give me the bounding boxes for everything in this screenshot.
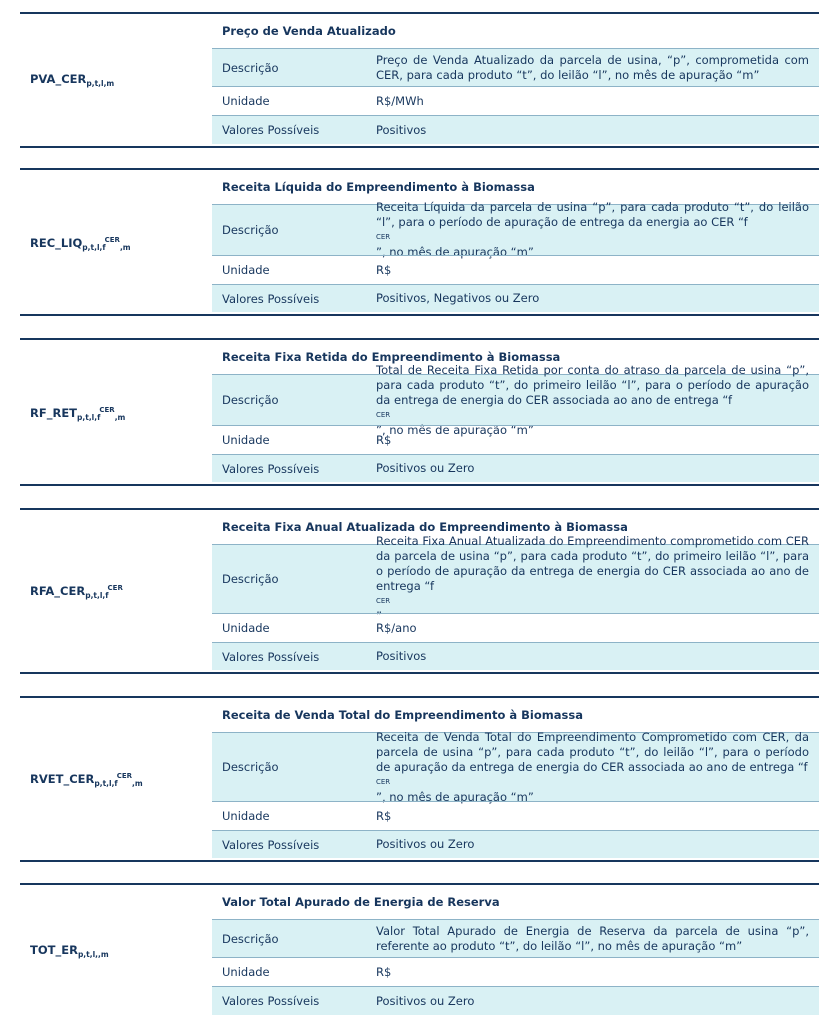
unit-row [212, 425, 819, 454]
values-label: Valores Possíveis [222, 461, 320, 476]
code-main: RVET_CER [30, 772, 95, 786]
description-value: Valor Total Apurado de Energia de Reserva da parcela de usina “p”, referente ao produto “t”, do leilão “l”, no mês de apuração “m” [376, 923, 809, 953]
description-label: Descrição [222, 931, 279, 946]
description-label: Descrição [222, 393, 279, 407]
values-value: Positivos ou Zero [376, 837, 475, 851]
code-subscript: p,t,l,,m [77, 950, 109, 959]
unit-row [212, 255, 819, 284]
variable-title: Receita Fixa Anual Atualizada do Empreendimento à Biomassa [222, 520, 628, 534]
values-row [212, 986, 819, 1015]
variable-title: Preço de Venda Atualizado [222, 24, 396, 38]
values-row [212, 454, 819, 482]
values-value: Positivos [376, 649, 427, 663]
variable-code [30, 584, 210, 600]
code-main: REC_LIQ [30, 236, 83, 250]
variable-code [30, 406, 210, 422]
values-row [212, 115, 819, 144]
variable-code [30, 72, 210, 88]
values-label: Valores Possíveis [222, 649, 320, 664]
description-row [212, 200, 819, 259]
variable-block-rf-ret [20, 338, 819, 486]
values-row [212, 830, 819, 858]
values-label: Valores Possíveis [222, 837, 320, 852]
code-subscript-2: ,m [119, 243, 131, 252]
values-row [212, 284, 819, 312]
variable-block-rec-liq [20, 168, 819, 316]
code-superscript: CER [116, 772, 133, 780]
values-value: Positivos [376, 122, 427, 137]
unit-label: Unidade [222, 965, 270, 979]
variable-code [30, 943, 210, 959]
variable-title: Valor Total Apurado de Energia de Reserva [222, 895, 500, 909]
description-row [212, 729, 819, 804]
code-main: PVA_CER [30, 72, 87, 86]
description-label: Descrição [222, 223, 279, 237]
code-main: RFA_CER [30, 584, 86, 598]
unit-row [212, 613, 819, 642]
unit-label: Unidade [222, 809, 270, 823]
code-subscript: p,t,l,f [85, 591, 109, 600]
description-label: Descrição [222, 60, 279, 75]
code-subscript: p,t,l,f [82, 243, 106, 252]
unit-row [212, 86, 819, 115]
variable-title: Receita Fixa Retida do Empreendimento à Biomassa [222, 350, 561, 364]
variable-code [30, 772, 210, 788]
values-label: Valores Possíveis [222, 291, 320, 306]
description-value: Total de Receita Fixa Retida por conta do atraso da parcela de usina “p”, para cada produto “t”, do primeiro leilão “l”, para o período de apuração da entrega de energia do CER associada ao ano de entrega “f CER ”, no mês de apuração “m” [376, 362, 809, 437]
description-value: Receita Líquida da parcela de usina “p”, para cada produto “t”, do leilão “l”, para o período de apuração de entrega da energia ao CER “f CER ”, no mês de apuração “m” [376, 200, 809, 259]
variable-title: Receita de Venda Total do Empreendimento à Biomassa [222, 708, 583, 722]
code-main: RF_RET [30, 406, 78, 420]
code-subscript-2: ,m [114, 413, 126, 422]
description-label: Descrição [222, 760, 279, 774]
variable-block-pva-cer [20, 12, 819, 148]
description-label: Descrição [222, 572, 279, 586]
unit-label: Unidade [222, 433, 270, 447]
description-value: Receita Fixa Anual Atualizada do Empreendimento comprometido com CER da parcela de usina “p”, para cada produto “t”, do primeiro leilão “l”, para o período de apuração da entrega de energia do CER associada ao ano de entrega “f CER ” [376, 534, 809, 623]
code-main: TOT_ER [30, 943, 78, 957]
variable-code [30, 236, 210, 252]
code-subscript-2: ,m [132, 779, 143, 788]
unit-value: R$ [376, 262, 392, 277]
variable-block-rfa-cer [20, 508, 819, 674]
unit-row [212, 801, 819, 830]
unit-row [212, 957, 819, 986]
variable-block-rvet-cer [20, 696, 819, 862]
unit-value: R$ [376, 964, 392, 979]
values-label: Valores Possíveis [222, 994, 320, 1008]
values-label: Valores Possíveis [222, 123, 320, 137]
code-subscript: p,t,l,f [77, 413, 101, 422]
description-row [212, 48, 819, 86]
unit-label: Unidade [222, 621, 270, 635]
code-subscript: p,t,l,m [86, 79, 115, 88]
description-row [212, 534, 819, 623]
values-value: Positivos, Negativos ou Zero [376, 291, 540, 305]
description-value: Preço de Venda Atualizado da parcela de usina, “p”, comprometida com CER, para cada produto “t”, do leilão “l”, no mês de apuração “m” [376, 52, 809, 82]
unit-label: Unidade [222, 94, 270, 108]
description-value: Receita de Venda Total do Empreendimento Comprometido com CER, da parcela de usina “p”, para cada produto “t”, do leilão “l”, para o período de apuração da entrega de energia do CER associada ao ano de entrega “f CER ”, no mês de apuração “m” [376, 729, 809, 804]
unit-value: R$ [376, 432, 392, 447]
values-row [212, 642, 819, 670]
code-superscript: CER [107, 584, 123, 592]
unit-label: Unidade [222, 263, 270, 277]
description-row [212, 362, 819, 437]
unit-value: R$ [376, 808, 392, 823]
variable-block-tot-er [20, 883, 819, 1025]
code-superscript: CER [99, 406, 115, 414]
values-value: Positivos ou Zero [376, 993, 475, 1008]
variable-title: Receita Líquida do Empreendimento à Biomassa [222, 180, 535, 194]
values-value: Positivos ou Zero [376, 461, 475, 475]
code-superscript: CER [104, 236, 120, 244]
unit-value: R$/MWh [376, 93, 424, 108]
unit-value: R$/ano [376, 620, 417, 635]
code-subscript: p,t,l,f [94, 779, 118, 788]
description-row [212, 919, 819, 957]
